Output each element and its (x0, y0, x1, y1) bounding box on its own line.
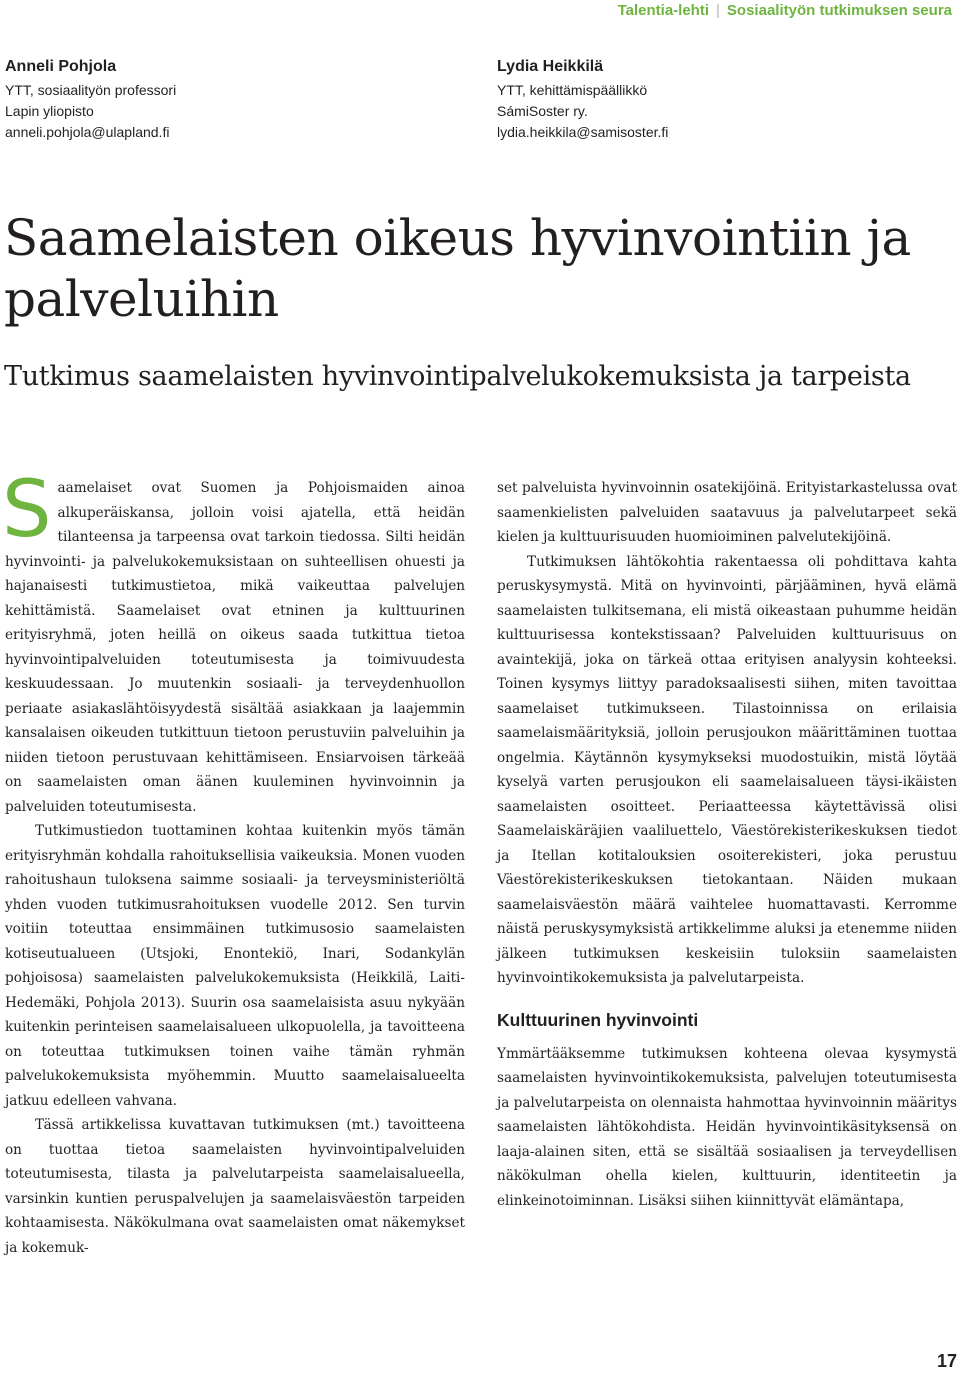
left-column (2, 465, 465, 1260)
article-title: Saamelaisten oikeus hyvinvointiin ja palveluihin (4, 209, 911, 328)
author-org: SámiSoster ry. (497, 103, 588, 119)
page-number: 17 (936, 1351, 957, 1371)
paragraph: Tässä artikkelissa kuvattavan tutkimuksen (mt.) tavoitteena on tuottaa tietoa saamelaisten hyvinvointipalveluiden toteutumisesta, tilasta ja palvelutarpeista saamelaisalueella, varsinkin kuntien peruspalvelujen ja saamelaisväestön tarpeiden kohtaamisesta. Näkökulmana ovat saamelaisten omat näkemykset ja kokemuk- (5, 1117, 465, 1256)
author-name: Anneli Pohjola (5, 58, 117, 75)
running-header (618, 0, 952, 22)
author-block-1 (5, 56, 176, 143)
paragraph: set palveluista hyvinvoinnin osatekijöinä. Erityistarkastelussa ovat saamenkielisten palveluiden saatavuus ja palvelutarpeet sekä kielen ja kulttuurisuuden huomioiminen palvelutekijöinä. (497, 480, 957, 545)
paragraph: Tutkimustiedon tuottaminen kohtaa kuitenkin myös tämän erityisryhmän kohdalla rahoituksellisia vaikeuksia. Monen vuoden rahoitushaun tuloksena saimme sosiaali- ja terveysministeriöltä yhden vuoden tutkimusrahoituksen vuodelle 2012. Sen turvin voitiin toteuttaa ensimmäinen tutkimusosio saamelaisten kotiseutualueen (Utsjoki, Enontekiö, Inari, Sodankylän pohjoisosa) saamelaisten palvelukokemuksista (Heikkilä, Laiti-Hedemäki, Pohjola 2013). Suurin osa saamelaisista asuu nykyään kuitenkin perinteisen saamelaisalueen ulkopuolella, ja tavoitteena on toteuttaa tutkimuksen toinen vaihe tämän ryhmän palvelukokemuksista myöhemmin. Muutto saamelaisalueelta jatkuu edelleen vahvana. (5, 823, 465, 1109)
section-heading: Kulttuurinen hyvinvointi (497, 1009, 699, 1030)
author-block-2 (497, 56, 668, 143)
author-name: Lydia Heikkilä (497, 58, 604, 75)
paragraph-text: aamelaiset ovat Suomen ja Pohjoismaiden ainoa alkuperäiskansa, jolloin voisi ajatella, että heidän tilanteensa ja tarpeensa ovat tarkoin tiedossa. Silti heidän hyvinvointi- ja palvelukokemuksistaan on suhteellisen ohuesti ja hajanaisesti tutkimustietoa, mikä vaikeuttaa palvelujen kehittämistä. Saamelaiset ovat etninen ja kulttuurinen erityisryhmä, joten heillä on oikeus saada tutkittua tietoa hyvinvointipalveluiden toteutumisesta ja toimivuudesta keskuudessaan. Jo muutenkin sosiaali- ja terveydenhuollon periaate asiakaslähtöisyydestä sisältää asiakkaan ja laajemmin kansalaisen oikeuden tutkittuun tietoon perustuviin palveluihin ja niiden tietoon perustuvaan kehittämiseen. Ensiarvoisen tärkeää on saamelaisten oman äänen kuuleminen hyvinvoinnin ja palveluiden toteutumisesta. (5, 480, 465, 815)
article-subtitle: Tutkimus saamelaisten hyvinvointipalvelukokemuksista ja tarpeista (4, 361, 911, 392)
author-org: Lapin yliopisto (5, 103, 94, 119)
drop-cap: S (2, 465, 52, 555)
society-name: Sosiaalityön tutkimuksen seura (726, 2, 952, 19)
author-title: YTT, kehittämispäällikkö (497, 82, 648, 98)
journal-name: Talentia-lehti (617, 2, 710, 19)
author-email[interactable]: anneli.pohjola@ulapland.fi (5, 124, 170, 140)
paragraph (2, 465, 465, 819)
author-email[interactable]: lydia.heikkila@samisoster.fi (497, 124, 669, 140)
paragraph: Ymmärtääksemme tutkimuksen kohteena olevaa kysymystä saamelaisten hyvinvointikokemuksista, palvelujen toteutumisesta ja palvelutarpeista on olennaista hahmottaa hyvinvoinnin määritys saamelaisten lähtökohdista. Heidän hyvinvointikäsityksensä on laaja-alainen siten, että se sisältää sosiaalisen ja terveydellisen näkökulman ohella kielen, kulttuurin, identiteetin ja elinkeinotoiminnan. Lisäksi siihen kiinnittyvät elämäntapa, (497, 1045, 957, 1209)
paragraph: Tutkimuksen lähtökohtia rakentaessa oli pohdittava kahta peruskysymystä. Mitä on hyvinvointi, pärjääminen, hyvä elämä saamelaisten tulkitsemana, eli mistä oikeastaan puhumme heidän kulttuurisessa kontekstissaan? Palveluiden kulttuurisuus on avaintekijä, joka on tärkeä ottaa erityisen analyysin kohteeksi. Toinen kysymys liittyy paradoksaalisesti siihen, miten tavoittaa saamelaiset tutkimukseen. Tilastoinnissa on erilaisia saamelaismäärityksiä, jolloin perusjoukon määrittäminen tuottaa ongelmia. Käytännön kysymykseksi muodostuikin, mistä löytää kyselyä varten perusjoukon eli saamelaisalueen täysi-ikäisten saamelaisten osoitteet. Periaatteessa käytettävissä olisi Saamelaiskäräjien vaaliluettelo, Väestörekisterikeskuksen tiedot ja Itellan kotitalouksien osoiterekisteri, joka perustuu Väestörekisterikeskuksen tietokantaan. Näiden mukaan saamelaisväestön määrä vaihtelee huomattavasti. Kerromme näistä peruskysymyksistä artikkelimme aluksi ja etenemme niiden jälkeen tutkimuksen keskeisiin tuloksiin saamelaisten hyvinvointikokemuksista ja palvelutarpeista. (497, 553, 957, 986)
author-title: YTT, sosiaalityön professori (5, 82, 177, 98)
header-separator: | (716, 2, 720, 19)
right-column (497, 476, 957, 1213)
